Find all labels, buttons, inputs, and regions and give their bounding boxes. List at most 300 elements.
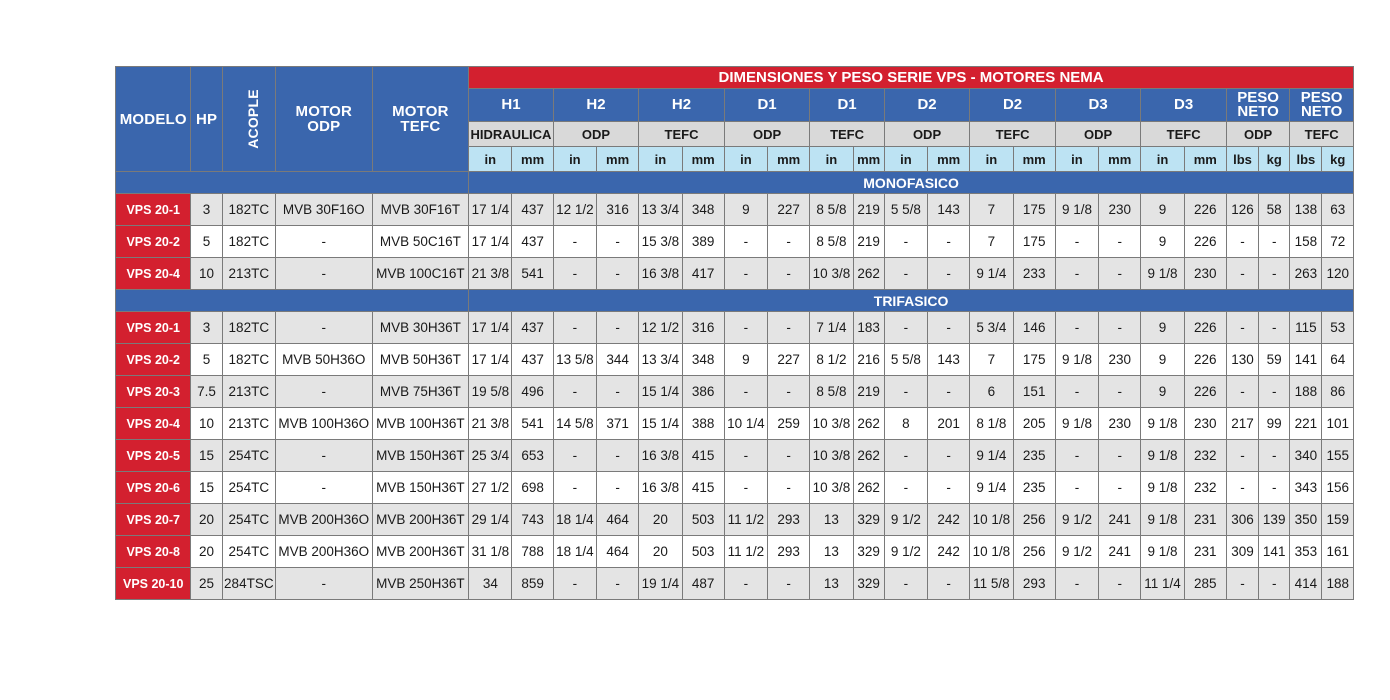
- table-cell: 115: [1290, 312, 1322, 344]
- table-cell: -: [928, 568, 970, 600]
- table-cell: 487: [682, 568, 724, 600]
- table-cell: 158: [1290, 226, 1322, 258]
- table-cell: 230: [1184, 258, 1226, 290]
- table-cell: -: [1226, 568, 1258, 600]
- table-cell: -: [1259, 258, 1290, 290]
- table-cell: 11 1/2: [724, 536, 767, 568]
- table-cell: -: [275, 258, 372, 290]
- table-cell: 175: [1013, 194, 1055, 226]
- table-cell: 15 3/8: [639, 226, 682, 258]
- group-label: D3: [1174, 96, 1194, 113]
- table-cell: -: [596, 568, 638, 600]
- table-cell: -: [928, 258, 970, 290]
- unit-header: kg: [1259, 147, 1290, 172]
- table-cell: 389: [682, 226, 724, 258]
- unit-header: in: [469, 147, 512, 172]
- table-cell: 12 1/2: [639, 312, 682, 344]
- unit-header: in: [1055, 147, 1098, 172]
- table-cell: 227: [768, 194, 810, 226]
- table-cell: -: [724, 472, 767, 504]
- table-cell: -: [724, 568, 767, 600]
- table-cell: -: [1055, 376, 1098, 408]
- model-cell: VPS 20-2: [116, 226, 191, 258]
- table-cell: -: [724, 258, 767, 290]
- unit-header: mm: [1184, 147, 1226, 172]
- unit-header: mm: [1099, 147, 1141, 172]
- table-cell: MVB 50H36O: [275, 344, 372, 376]
- table-cell: 8 1/2: [810, 344, 853, 376]
- header-motor-odp-line1: MOTOR: [295, 103, 353, 120]
- table-cell: 743: [512, 504, 553, 536]
- table-cell: -: [596, 258, 638, 290]
- table-cell: 9: [1141, 194, 1184, 226]
- group-header: [810, 89, 884, 122]
- header-modelo: MODELO: [116, 67, 191, 172]
- table-cell: -: [275, 568, 372, 600]
- table-cell: 143: [928, 194, 970, 226]
- table-cell: 221: [1290, 408, 1322, 440]
- motor-type-header: HIDRAULICA: [469, 122, 554, 147]
- table-cell: 9 1/8: [1141, 536, 1184, 568]
- header-motor-odp: [275, 67, 372, 172]
- table-cell: -: [928, 312, 970, 344]
- table-cell: -: [1099, 440, 1141, 472]
- table-cell: MVB 200H36O: [275, 536, 372, 568]
- table-cell: -: [724, 376, 767, 408]
- table-cell: 9 1/4: [970, 258, 1013, 290]
- unit-header: in: [724, 147, 767, 172]
- table-cell: 8 5/8: [810, 226, 853, 258]
- table-row: [116, 568, 1354, 600]
- table-cell: 9 1/2: [1055, 536, 1098, 568]
- table-cell: 182TC: [222, 344, 275, 376]
- table-cell: 348: [682, 194, 724, 226]
- motor-type-header: TEFC: [810, 122, 884, 147]
- table-cell: 86: [1322, 376, 1354, 408]
- table-cell: 146: [1013, 312, 1055, 344]
- group-header: [1226, 89, 1289, 122]
- table-cell: 5 5/8: [884, 194, 927, 226]
- table-cell: 18 1/4: [553, 504, 596, 536]
- table-cell: -: [884, 258, 927, 290]
- table-cell: MVB 50H36T: [372, 344, 469, 376]
- table-cell: 31 1/8: [469, 536, 512, 568]
- table-cell: 232: [1184, 472, 1226, 504]
- table-cell: 14 5/8: [553, 408, 596, 440]
- group-label: H2: [586, 96, 606, 113]
- table-cell: 348: [682, 344, 724, 376]
- unit-header: lbs: [1226, 147, 1258, 172]
- table-cell: 15: [191, 472, 222, 504]
- table-row: [116, 440, 1354, 472]
- table-cell: 233: [1013, 258, 1055, 290]
- group-header: [724, 89, 810, 122]
- section-spacer: [116, 172, 469, 194]
- table-cell: 217: [1226, 408, 1258, 440]
- table-cell: 27 1/2: [469, 472, 512, 504]
- table-cell: 13: [810, 568, 853, 600]
- table-cell: 17 1/4: [469, 344, 512, 376]
- table-cell: 414: [1290, 568, 1322, 600]
- table-cell: 9 1/4: [970, 440, 1013, 472]
- table-cell: 329: [853, 504, 884, 536]
- table-cell: 3: [191, 194, 222, 226]
- table-cell: 10 1/8: [970, 536, 1013, 568]
- table-cell: 11 5/8: [970, 568, 1013, 600]
- table-cell: 254TC: [222, 504, 275, 536]
- table-cell: MVB 100H36T: [372, 408, 469, 440]
- table-cell: -: [1055, 258, 1098, 290]
- table-cell: -: [1099, 376, 1141, 408]
- header-acople: [222, 67, 275, 172]
- table-cell: 437: [512, 226, 553, 258]
- table-cell: -: [275, 440, 372, 472]
- table-cell: 213TC: [222, 376, 275, 408]
- unit-header: in: [884, 147, 927, 172]
- table-cell: 34: [469, 568, 512, 600]
- section-title: TRIFASICO: [469, 290, 1354, 312]
- dimensions-weight-table: [115, 66, 1354, 600]
- table-cell: -: [275, 472, 372, 504]
- table-cell: 254TC: [222, 440, 275, 472]
- table-cell: 17 1/4: [469, 312, 512, 344]
- table-cell: 29 1/4: [469, 504, 512, 536]
- table-cell: 8 5/8: [810, 194, 853, 226]
- group-header: [970, 89, 1056, 122]
- table-cell: -: [768, 258, 810, 290]
- table-cell: -: [275, 226, 372, 258]
- model-cell: VPS 20-8: [116, 536, 191, 568]
- table-cell: 99: [1259, 408, 1290, 440]
- group-label: D2: [1002, 96, 1023, 113]
- table-cell: 21 3/8: [469, 258, 512, 290]
- table-cell: 213TC: [222, 258, 275, 290]
- header-acople-text: ACOPLE: [244, 88, 261, 149]
- table-cell: 15 1/4: [639, 376, 682, 408]
- table-cell: 226: [1184, 226, 1226, 258]
- table-cell: 262: [853, 408, 884, 440]
- table-cell: -: [1055, 226, 1098, 258]
- table-cell: 9 1/4: [970, 472, 1013, 504]
- table-cell: 15: [191, 440, 222, 472]
- table-cell: 232: [1184, 440, 1226, 472]
- table-cell: 201: [928, 408, 970, 440]
- table-cell: 5 5/8: [884, 344, 927, 376]
- table-cell: 9 1/8: [1141, 504, 1184, 536]
- table-cell: 10: [191, 408, 222, 440]
- group-header: [553, 89, 639, 122]
- model-cell: VPS 20-3: [116, 376, 191, 408]
- model-cell: VPS 20-4: [116, 258, 191, 290]
- table-cell: -: [1055, 568, 1098, 600]
- table-cell: MVB 30F16T: [372, 194, 469, 226]
- table-cell: 182TC: [222, 226, 275, 258]
- table-cell: 309: [1226, 536, 1258, 568]
- table-cell: -: [928, 440, 970, 472]
- table-cell: -: [1259, 312, 1290, 344]
- table-cell: 340: [1290, 440, 1322, 472]
- section-title: MONOFASICO: [469, 172, 1354, 194]
- unit-header: in: [970, 147, 1013, 172]
- group-label: NETO: [1300, 103, 1343, 120]
- motor-type-header: ODP: [553, 122, 639, 147]
- unit-header: mm: [512, 147, 553, 172]
- table-cell: 503: [682, 504, 724, 536]
- table-cell: 284TSC: [222, 568, 275, 600]
- table-cell: 541: [512, 408, 553, 440]
- table-cell: -: [1259, 226, 1290, 258]
- table-cell: 503: [682, 536, 724, 568]
- unit-header: in: [639, 147, 682, 172]
- table-cell: 226: [1184, 344, 1226, 376]
- table-cell: -: [1055, 472, 1098, 504]
- table-cell: 698: [512, 472, 553, 504]
- table-cell: 15 1/4: [639, 408, 682, 440]
- table-row: [116, 344, 1354, 376]
- table-cell: 242: [928, 536, 970, 568]
- table-cell: 230: [1184, 408, 1226, 440]
- table-cell: 7: [970, 344, 1013, 376]
- unit-header: in: [1141, 147, 1184, 172]
- unit-header: lbs: [1290, 147, 1322, 172]
- table-cell: 64: [1322, 344, 1354, 376]
- table-cell: 6: [970, 376, 1013, 408]
- table-cell: 5 3/4: [970, 312, 1013, 344]
- table-cell: 9 1/8: [1055, 194, 1098, 226]
- table-cell: 259: [768, 408, 810, 440]
- table-cell: 235: [1013, 472, 1055, 504]
- table-cell: 20: [639, 504, 682, 536]
- table-row: [116, 258, 1354, 290]
- model-cell: VPS 20-1: [116, 312, 191, 344]
- table-cell: 262: [853, 472, 884, 504]
- table-cell: 226: [1184, 194, 1226, 226]
- table-cell: 139: [1259, 504, 1290, 536]
- table-cell: 235: [1013, 440, 1055, 472]
- table-row: [116, 226, 1354, 258]
- table-cell: -: [724, 312, 767, 344]
- table-cell: -: [1099, 258, 1141, 290]
- header-motor-tefc: [372, 67, 469, 172]
- motor-type-header: ODP: [724, 122, 810, 147]
- motor-type-header: TEFC: [1141, 122, 1227, 147]
- table-cell: 293: [768, 536, 810, 568]
- table-cell: -: [1226, 258, 1258, 290]
- table-cell: 182TC: [222, 312, 275, 344]
- table-cell: 464: [596, 536, 638, 568]
- table-cell: 9 1/8: [1055, 408, 1098, 440]
- table-cell: 182TC: [222, 194, 275, 226]
- section-row: [116, 172, 1354, 194]
- table-cell: 17 1/4: [469, 194, 512, 226]
- table-cell: 9 1/2: [1055, 504, 1098, 536]
- table-cell: 53: [1322, 312, 1354, 344]
- table-cell: 20: [191, 536, 222, 568]
- table-cell: MVB 150H36T: [372, 440, 469, 472]
- table-cell: 219: [853, 194, 884, 226]
- table-cell: 205: [1013, 408, 1055, 440]
- table-cell: -: [884, 472, 927, 504]
- table-cell: MVB 50C16T: [372, 226, 469, 258]
- table-cell: MVB 100C16T: [372, 258, 469, 290]
- table-cell: 10 3/8: [810, 472, 853, 504]
- table-cell: 386: [682, 376, 724, 408]
- table-cell: -: [768, 312, 810, 344]
- table-cell: 101: [1322, 408, 1354, 440]
- table-cell: 9 1/8: [1141, 408, 1184, 440]
- table-cell: -: [553, 312, 596, 344]
- table-cell: 9 1/8: [1141, 258, 1184, 290]
- table-cell: 5: [191, 226, 222, 258]
- table-cell: -: [596, 440, 638, 472]
- table-cell: 58: [1259, 194, 1290, 226]
- table-cell: 329: [853, 536, 884, 568]
- table-cell: 141: [1259, 536, 1290, 568]
- table-cell: 175: [1013, 226, 1055, 258]
- group-label: NETO: [1237, 103, 1279, 120]
- table-cell: 3: [191, 312, 222, 344]
- table-cell: 788: [512, 536, 553, 568]
- table-cell: 353: [1290, 536, 1322, 568]
- table-cell: 415: [682, 440, 724, 472]
- table-row: [116, 536, 1354, 568]
- section-row: [116, 290, 1354, 312]
- unit-header: mm: [1013, 147, 1055, 172]
- table-cell: 18 1/4: [553, 536, 596, 568]
- table-cell: -: [768, 226, 810, 258]
- group-header: [469, 89, 554, 122]
- table-cell: -: [724, 226, 767, 258]
- table-cell: 19 5/8: [469, 376, 512, 408]
- table-cell: 417: [682, 258, 724, 290]
- table-cell: -: [768, 568, 810, 600]
- table-cell: 293: [768, 504, 810, 536]
- group-label: D3: [1088, 96, 1108, 113]
- table-cell: -: [1055, 312, 1098, 344]
- table-cell: 8 1/8: [970, 408, 1013, 440]
- table-cell: -: [553, 226, 596, 258]
- table-cell: -: [1099, 226, 1141, 258]
- table-cell: 464: [596, 504, 638, 536]
- table-cell: -: [884, 312, 927, 344]
- unit-header: in: [553, 147, 596, 172]
- model-cell: VPS 20-2: [116, 344, 191, 376]
- group-header: [1290, 89, 1354, 122]
- table-cell: -: [1099, 312, 1141, 344]
- table-cell: 11 1/2: [724, 504, 767, 536]
- table-cell: 254TC: [222, 472, 275, 504]
- table-cell: 9: [724, 194, 767, 226]
- header-motor-tefc-line2: TEFC: [400, 118, 441, 135]
- table-cell: MVB 200H36O: [275, 504, 372, 536]
- group-label: D1: [837, 96, 857, 113]
- unit-header: mm: [928, 147, 970, 172]
- table-cell: 415: [682, 472, 724, 504]
- table-cell: 5: [191, 344, 222, 376]
- table-cell: 59: [1259, 344, 1290, 376]
- table-cell: 7: [970, 226, 1013, 258]
- group-header: [1055, 89, 1141, 122]
- table-cell: 8 5/8: [810, 376, 853, 408]
- table-cell: -: [1226, 472, 1258, 504]
- table-cell: -: [884, 568, 927, 600]
- table-cell: -: [553, 376, 596, 408]
- table-cell: 9: [1141, 312, 1184, 344]
- table-cell: -: [1259, 568, 1290, 600]
- model-cell: VPS 20-10: [116, 568, 191, 600]
- motor-type-header: ODP: [884, 122, 970, 147]
- table-cell: 16 3/8: [639, 440, 682, 472]
- table-cell: 306: [1226, 504, 1258, 536]
- table-cell: MVB 100H36O: [275, 408, 372, 440]
- table-cell: 541: [512, 258, 553, 290]
- table-cell: 13 3/4: [639, 194, 682, 226]
- header-motor-odp-line2: ODP: [307, 118, 341, 135]
- table-cell: 72: [1322, 226, 1354, 258]
- table-cell: -: [884, 376, 927, 408]
- unit-header: in: [810, 147, 853, 172]
- table-cell: 7 1/4: [810, 312, 853, 344]
- group-label: PESO: [1237, 89, 1279, 106]
- table-row: [116, 376, 1354, 408]
- table-cell: 161: [1322, 536, 1354, 568]
- table-row: [116, 504, 1354, 536]
- table-cell: 230: [1099, 194, 1141, 226]
- table-cell: 230: [1099, 344, 1141, 376]
- table-cell: 496: [512, 376, 553, 408]
- table-cell: 10 3/8: [810, 258, 853, 290]
- table-cell: -: [928, 226, 970, 258]
- table-cell: 63: [1322, 194, 1354, 226]
- table-cell: -: [1099, 568, 1141, 600]
- table-cell: 9 1/2: [884, 504, 927, 536]
- table-cell: 151: [1013, 376, 1055, 408]
- table-cell: 183: [853, 312, 884, 344]
- table-cell: 13: [810, 536, 853, 568]
- table-cell: -: [1259, 376, 1290, 408]
- table-cell: -: [596, 312, 638, 344]
- table-cell: 10 1/8: [970, 504, 1013, 536]
- table-row: [116, 408, 1354, 440]
- table-title: DIMENSIONES Y PESO SERIE VPS - MOTORES NEMA: [469, 67, 1354, 89]
- model-cell: VPS 20-5: [116, 440, 191, 472]
- table-cell: 241: [1099, 536, 1141, 568]
- table-cell: 213TC: [222, 408, 275, 440]
- table-cell: 344: [596, 344, 638, 376]
- table-cell: 256: [1013, 504, 1055, 536]
- table-cell: 262: [853, 258, 884, 290]
- table-cell: 226: [1184, 376, 1226, 408]
- table-cell: MVB 200H36T: [372, 504, 469, 536]
- table-cell: 16 3/8: [639, 258, 682, 290]
- table-cell: -: [768, 472, 810, 504]
- table-cell: 262: [853, 440, 884, 472]
- table-cell: 241: [1099, 504, 1141, 536]
- table-cell: 293: [1013, 568, 1055, 600]
- table-cell: 219: [853, 226, 884, 258]
- table-cell: MVB 30F16O: [275, 194, 372, 226]
- table-cell: 230: [1099, 408, 1141, 440]
- table-cell: 437: [512, 194, 553, 226]
- table-cell: -: [1226, 312, 1258, 344]
- table-cell: MVB 75H36T: [372, 376, 469, 408]
- unit-header: kg: [1322, 147, 1354, 172]
- table-cell: 188: [1290, 376, 1322, 408]
- model-cell: VPS 20-6: [116, 472, 191, 504]
- group-label: H2: [671, 96, 692, 113]
- group-label: D2: [917, 96, 937, 113]
- table-cell: -: [596, 226, 638, 258]
